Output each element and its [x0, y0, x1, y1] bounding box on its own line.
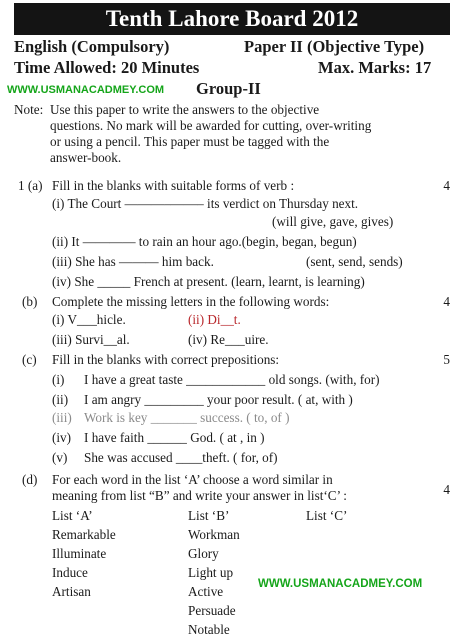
item-number: (iii)	[52, 410, 72, 425]
question-item: (iii) She has ——— him back.	[52, 254, 214, 269]
note-line: or using a pencil. This paper must be tagged with the	[50, 134, 330, 149]
list-a-header: List ‘A’	[52, 508, 93, 523]
subject-heading: English (Compulsory)	[14, 37, 170, 56]
list-b-item: Light up	[188, 565, 234, 580]
question-item: I am angry _________ your poor result. ( at, with )	[84, 392, 353, 407]
question-item: (iv) Re___uire.	[188, 332, 269, 347]
question-instruction: Fill in the blanks with suitable forms of verb :	[52, 178, 295, 193]
question-marks: 4	[443, 294, 450, 309]
question-label: (c)	[22, 352, 37, 367]
note-line: questions. No mark will be awarded for cutting, over-writing	[50, 118, 372, 133]
question-item: Work is key _______ success. ( to, of )	[84, 410, 290, 425]
list-b-header: List ‘B’	[188, 508, 230, 523]
list-c-header: List ‘C’	[306, 508, 348, 523]
list-a-item: Artisan	[52, 584, 91, 599]
question-options: (sent, send, sends)	[306, 254, 403, 269]
group-heading: Group-II	[196, 79, 261, 98]
question-label: (b)	[22, 294, 38, 309]
question-item: (i) The Court ———–——– its verdict on Thursday next.	[52, 196, 359, 211]
question-marks: 5	[443, 352, 450, 367]
item-number: (v)	[52, 450, 68, 465]
list-a-item: Illuminate	[52, 546, 107, 561]
list-b-item: Glory	[188, 546, 219, 561]
item-number: (iv)	[52, 430, 72, 445]
question-options: (will give, gave, gives)	[272, 214, 394, 229]
max-marks: Max. Marks: 17	[318, 58, 432, 77]
question-item: (iii) Survi__al.	[52, 332, 130, 347]
list-b-item: Persuade	[188, 603, 236, 618]
question-label: (d)	[22, 472, 38, 487]
question-marks: 4	[443, 482, 450, 497]
item-number: (ii)	[52, 392, 69, 407]
paper-heading: Paper II (Objective Type)	[244, 37, 425, 56]
list-b-item: Active	[188, 584, 224, 599]
question-item: (ii) Di__t.	[188, 312, 241, 327]
note-line: answer-book.	[50, 150, 122, 165]
website-watermark-top: WWW.USMANACADMEY.COM	[7, 84, 165, 96]
question-item: I have a great taste ____________ old songs. (with, for)	[84, 372, 380, 387]
question-instruction: Complete the missing letters in the following words:	[52, 294, 330, 309]
question-item: I have faith ______ God. ( at , in )	[84, 430, 265, 445]
question-number: 1 (a)	[18, 178, 43, 193]
time-allowed: Time Allowed: 20 Minutes	[14, 58, 200, 77]
question-instruction: For each word in the list ‘A’ choose a word similar in	[52, 472, 333, 487]
list-a-item: Remarkable	[52, 527, 116, 542]
note-label: Note:	[14, 102, 44, 117]
question-item: (ii) It ———— to rain an hour ago.(begin, began, begun)	[52, 234, 357, 249]
question-marks: 4	[443, 178, 450, 193]
question-instruction: Fill in the blanks with correct prepositions:	[52, 352, 280, 367]
question-instruction: meaning from list “B” and write your answer in list‘C’ :	[52, 488, 347, 503]
question-item: She was accused ____theft. ( for, of)	[84, 450, 278, 465]
list-b-item: Notable	[188, 622, 230, 637]
item-number: (i)	[52, 372, 65, 387]
question-item: (i) V___hicle.	[52, 312, 126, 327]
note-line: Use this paper to write the answers to the objective	[50, 102, 320, 117]
title-banner: Tenth Lahore Board 2012	[14, 3, 450, 35]
list-a-item: Induce	[52, 565, 88, 580]
list-b-item: Workman	[188, 527, 240, 542]
question-item: (iv) She _____ French at present. (learn, learnt, is learning)	[52, 274, 365, 289]
website-watermark-bottom: WWW.USMANACADMEY.COM	[258, 578, 423, 590]
